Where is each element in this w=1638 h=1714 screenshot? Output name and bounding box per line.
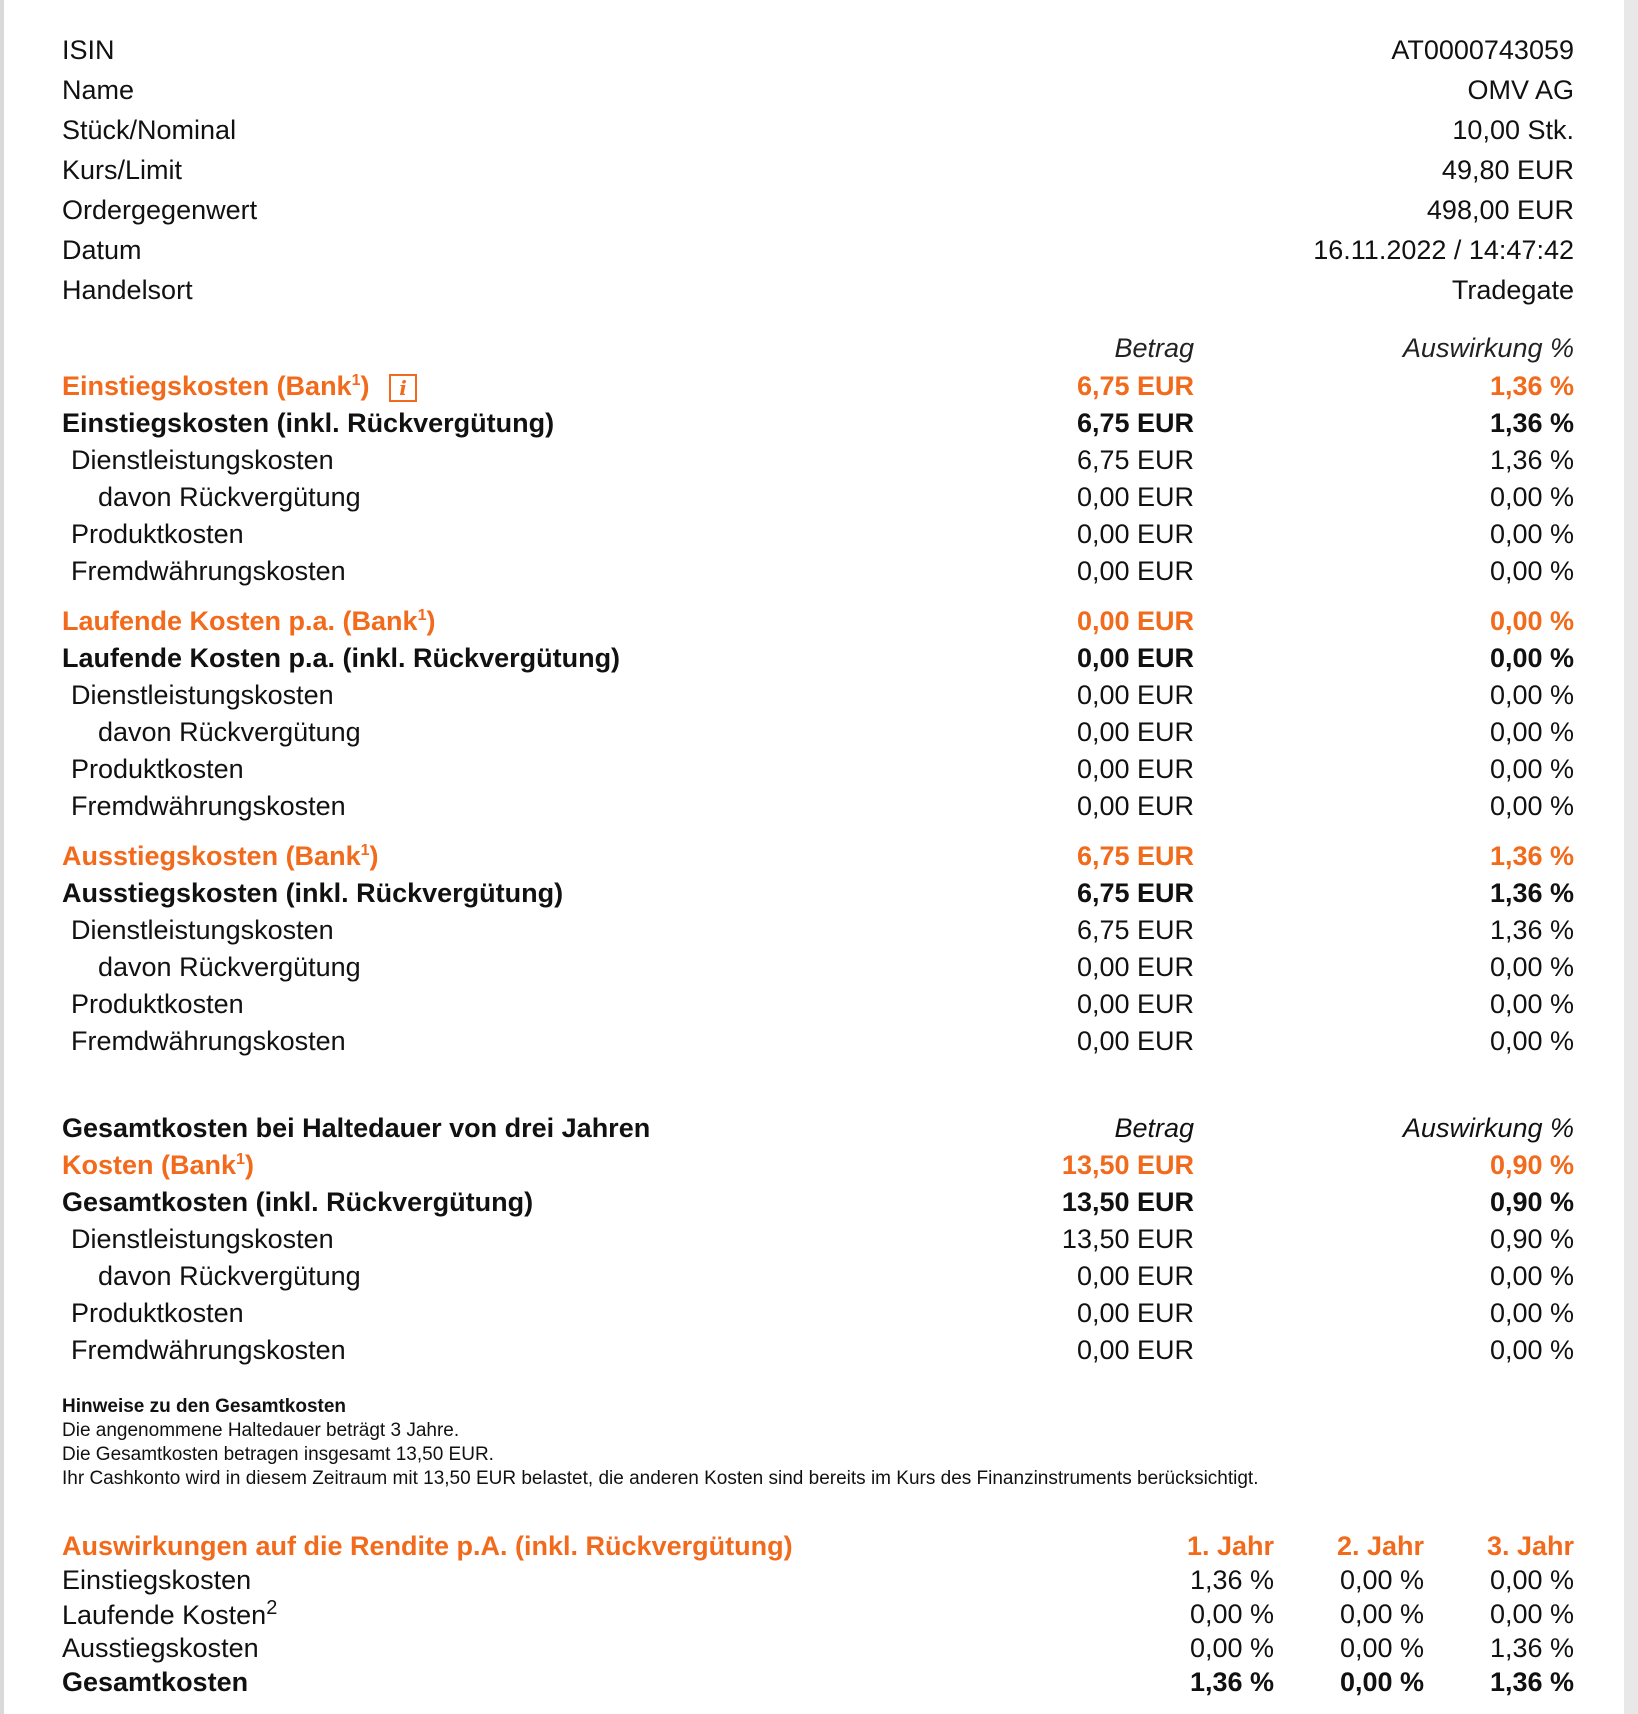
info-key: Stück/Nominal — [62, 114, 237, 145]
table-row — [62, 949, 1574, 986]
row-amount: 0,00 EUR — [1076, 556, 1194, 586]
row-amount: 0,00 EUR — [1076, 1298, 1194, 1328]
table-row — [62, 1332, 1574, 1369]
cost-info-content — [62, 30, 1574, 1699]
footnote-ref: 1 — [351, 372, 361, 389]
cost-info-panel — [4, 0, 1624, 1714]
row-pct: 0,00 % — [1489, 952, 1574, 982]
row-pct: 0,00 % — [1489, 1026, 1574, 1056]
entry-bank-label: Einstiegskosten (Bank — [62, 371, 352, 401]
row-pct: 0,00 % — [1489, 754, 1574, 784]
row-label: Ausstiegskosten — [62, 1632, 259, 1663]
total-bank-pct: 0,90 % — [1489, 1150, 1574, 1180]
row-label: Fremdwährungskosten — [71, 556, 346, 586]
table-row — [62, 516, 1574, 553]
info-row-order-value — [62, 190, 1574, 230]
year-value: 0,00 % — [1489, 1564, 1574, 1595]
info-value: OMV AG — [1467, 74, 1574, 105]
table-row — [62, 788, 1574, 825]
entry-total-label: Einstiegskosten (inkl. Rückvergütung) — [62, 408, 555, 438]
row-label: Fremdwährungskosten — [71, 1026, 346, 1056]
row-amount: 0,00 EUR — [1076, 989, 1194, 1019]
info-value: 10,00 Stk. — [1452, 114, 1574, 145]
row-label: Dienstleistungskosten — [71, 1224, 334, 1254]
row-pct: 0,00 % — [1489, 717, 1574, 747]
entry-total-amount: 6,75 EUR — [1076, 408, 1194, 438]
year-value: 0,00 % — [1189, 1632, 1274, 1663]
table-row — [62, 1631, 1574, 1665]
table-row — [62, 751, 1574, 788]
total-total-label: Gesamtkosten (inkl. Rückvergütung) — [62, 1187, 534, 1217]
running-bank-label-close: ) — [426, 606, 436, 636]
exit-bank-label: Ausstiegskosten (Bank — [62, 841, 361, 871]
table-row — [62, 1221, 1574, 1258]
table-row — [62, 1295, 1574, 1332]
info-value: Tradegate — [1451, 274, 1574, 305]
table-row — [62, 986, 1574, 1023]
info-row-isin — [62, 30, 1574, 70]
info-row-price — [62, 150, 1574, 190]
row-amount: 0,00 EUR — [1076, 952, 1194, 982]
info-key: ISIN — [62, 34, 115, 65]
cost-table-header — [62, 328, 1574, 368]
year-value: 1,36 % — [1189, 1564, 1274, 1595]
info-row-venue — [62, 270, 1574, 310]
row-amount: 13,50 EUR — [1061, 1224, 1194, 1254]
table-row — [62, 442, 1574, 479]
total-bank-amount: 13,50 EUR — [1061, 1150, 1194, 1180]
row-pct: 0,90 % — [1489, 1224, 1574, 1254]
running-bank-pct: 0,00 % — [1489, 606, 1574, 636]
info-key: Ordergegenwert — [62, 194, 258, 225]
row-label: Dienstleistungskosten — [71, 445, 334, 475]
entry-bank-amount: 6,75 EUR — [1076, 371, 1194, 401]
info-value: AT0000743059 — [1391, 34, 1574, 65]
row-pct: 1,36 % — [1489, 445, 1574, 475]
running-total-label: Laufende Kosten p.a. (inkl. Rückvergütung) — [62, 643, 621, 673]
row-label: Dienstleistungskosten — [71, 915, 334, 945]
exit-bank-label-close: ) — [369, 841, 379, 871]
notes-line: Ihr Cashkonto wird in diesem Zeitraum mit 13,50 EUR belastet, die anderen Kosten sind bereits im Kurs des Finanzinstruments berücksichtigt. — [62, 1468, 1259, 1489]
total-bank-label-close: ) — [244, 1150, 254, 1180]
year-value: 0,00 % — [1339, 1666, 1424, 1697]
year-value: 1,36 % — [1189, 1666, 1274, 1697]
footnote-ref: 1 — [360, 842, 370, 859]
exit-total-label: Ausstiegskosten (inkl. Rückvergütung) — [62, 878, 564, 908]
row-label: Produktkosten — [71, 989, 244, 1019]
notes-title: Hinweise zu den Gesamtkosten — [62, 1396, 347, 1417]
row-label: Fremdwährungskosten — [71, 791, 346, 821]
table-row — [62, 1023, 1574, 1060]
row-label: davon Rückvergütung — [98, 717, 361, 747]
row-amount: 0,00 EUR — [1076, 1261, 1194, 1291]
row-label: Produktkosten — [71, 754, 244, 784]
running-bank-row — [62, 603, 1574, 640]
table-row — [62, 1258, 1574, 1295]
row-label: Gesamtkosten — [62, 1666, 249, 1697]
notes-line: Die Gesamtkosten betragen insgesamt 13,50 EUR. — [62, 1444, 494, 1465]
row-label: davon Rückvergütung — [98, 482, 361, 512]
info-value: 16.11.2022 / 14:47:42 — [1313, 234, 1574, 265]
year-header: 3. Jahr — [1486, 1530, 1574, 1561]
total-bank-row — [62, 1147, 1574, 1184]
entry-bank-pct: 1,36 % — [1489, 371, 1574, 401]
row-label: Produktkosten — [71, 519, 244, 549]
running-bank-label: Laufende Kosten p.a. (Bank — [62, 606, 418, 636]
table-row — [62, 714, 1574, 751]
row-label: Einstiegskosten — [62, 1564, 252, 1595]
year-header: 1. Jahr — [1186, 1530, 1274, 1561]
column-header-impact: Auswirkung % — [1402, 332, 1574, 363]
row-amount: 0,00 EUR — [1076, 791, 1194, 821]
exit-total-amount: 6,75 EUR — [1076, 878, 1194, 908]
exit-bank-row — [62, 838, 1574, 875]
total-costs-notes — [62, 1395, 1574, 1491]
row-label: Dienstleistungskosten — [71, 680, 334, 710]
table-row — [62, 1665, 1574, 1699]
entry-total-pct: 1,36 % — [1489, 408, 1574, 438]
year-value: 0,00 % — [1339, 1598, 1424, 1629]
info-key: Handelsort — [62, 274, 193, 305]
year-value: 0,00 % — [1489, 1598, 1574, 1629]
return-impact-header — [62, 1529, 1574, 1563]
total-total-amount: 13,50 EUR — [1061, 1187, 1194, 1217]
total-costs-heading: Gesamtkosten bei Haltedauer von drei Jahren — [62, 1113, 651, 1143]
running-total-row — [62, 640, 1574, 677]
return-impact-table — [62, 1529, 1574, 1699]
row-label: davon Rückvergütung — [98, 1261, 361, 1291]
row-pct: 0,00 % — [1489, 1335, 1574, 1365]
table-row — [62, 479, 1574, 516]
row-pct: 0,00 % — [1489, 1298, 1574, 1328]
row-label: Laufende Kosten — [62, 1600, 267, 1630]
entry-bank-label-close: ) — [360, 371, 370, 401]
info-key: Datum — [62, 234, 142, 265]
exit-total-row — [62, 875, 1574, 912]
exit-total-pct: 1,36 % — [1489, 878, 1574, 908]
info-key: Kurs/Limit — [62, 154, 183, 185]
entry-bank-row — [62, 368, 1574, 405]
row-pct: 1,36 % — [1489, 915, 1574, 945]
table-row — [62, 1597, 1574, 1631]
footnote-ref: 1 — [417, 607, 427, 624]
table-row — [62, 912, 1574, 949]
row-pct: 0,00 % — [1489, 482, 1574, 512]
table-row — [62, 1563, 1574, 1597]
running-costs-section — [62, 603, 1574, 825]
total-bank-label: Kosten (Bank — [62, 1150, 237, 1180]
info-key: Name — [62, 74, 135, 105]
return-impact-title: Auswirkungen auf die Rendite p.A. (inkl. Rückvergütung) — [62, 1530, 793, 1561]
exit-costs-section — [62, 838, 1574, 1060]
total-total-pct: 0,90 % — [1489, 1187, 1574, 1217]
total-costs-section — [62, 1110, 1574, 1369]
column-header-impact: Auswirkung % — [1402, 1113, 1574, 1143]
column-header-amount: Betrag — [1114, 332, 1194, 363]
row-pct: 0,00 % — [1489, 680, 1574, 710]
row-amount: 0,00 EUR — [1076, 680, 1194, 710]
row-amount: 6,75 EUR — [1076, 445, 1194, 475]
info-row-date — [62, 230, 1574, 270]
window-edge — [1624, 0, 1638, 1714]
running-total-pct: 0,00 % — [1489, 643, 1574, 673]
year-header: 2. Jahr — [1336, 1530, 1424, 1561]
notes-line: Die angenommene Haltedauer beträgt 3 Jahre. — [62, 1420, 460, 1441]
info-row-name — [62, 70, 1574, 110]
footnote-ref: 1 — [236, 1151, 245, 1168]
table-row — [62, 553, 1574, 590]
row-amount: 0,00 EUR — [1076, 1026, 1194, 1056]
order-info — [62, 30, 1574, 310]
row-amount: 0,00 EUR — [1076, 717, 1194, 747]
exit-bank-amount: 6,75 EUR — [1076, 841, 1194, 871]
entry-total-row — [62, 405, 1574, 442]
year-value: 0,00 % — [1339, 1564, 1424, 1595]
row-label: Fremdwährungskosten — [71, 1335, 346, 1365]
row-pct: 0,00 % — [1489, 791, 1574, 821]
row-amount: 0,00 EUR — [1076, 754, 1194, 784]
info-value: 49,80 EUR — [1441, 154, 1574, 185]
row-pct: 0,00 % — [1489, 989, 1574, 1019]
row-pct: 0,00 % — [1489, 1261, 1574, 1291]
row-label: davon Rückvergütung — [98, 952, 361, 982]
total-total-row — [62, 1184, 1574, 1221]
row-pct: 0,00 % — [1489, 556, 1574, 586]
running-total-amount: 0,00 EUR — [1076, 643, 1194, 673]
row-amount: 0,00 EUR — [1076, 519, 1194, 549]
running-bank-amount: 0,00 EUR — [1076, 606, 1194, 636]
column-header-amount: Betrag — [1114, 1113, 1194, 1143]
total-costs-header — [62, 1110, 1574, 1147]
info-value: 498,00 EUR — [1426, 194, 1574, 225]
entry-costs-section — [62, 368, 1574, 590]
year-value: 1,36 % — [1489, 1666, 1574, 1697]
row-amount: 0,00 EUR — [1076, 1335, 1194, 1365]
row-label: Produktkosten — [71, 1298, 244, 1328]
row-amount: 0,00 EUR — [1076, 482, 1194, 512]
table-row — [62, 677, 1574, 714]
exit-bank-pct: 1,36 % — [1489, 841, 1574, 871]
footnote-ref: 2 — [266, 1597, 278, 1619]
year-value: 0,00 % — [1339, 1632, 1424, 1663]
year-value: 1,36 % — [1489, 1632, 1574, 1663]
info-icon[interactable]: i — [389, 374, 417, 402]
row-pct: 0,00 % — [1489, 519, 1574, 549]
info-row-quantity — [62, 110, 1574, 150]
row-amount: 6,75 EUR — [1076, 915, 1194, 945]
year-value: 0,00 % — [1189, 1598, 1274, 1629]
